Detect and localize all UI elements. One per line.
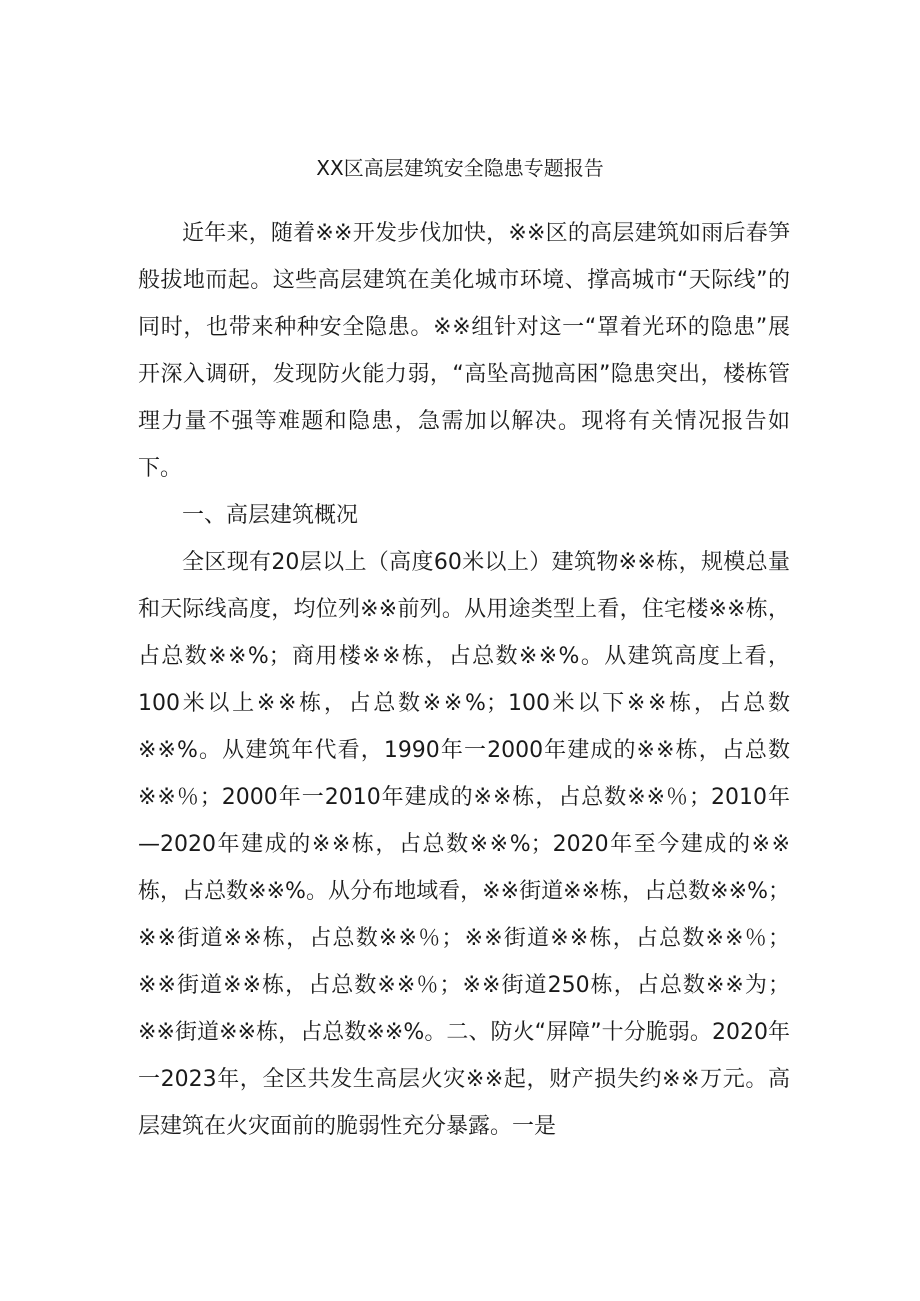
intro-paragraph: 近年来，随着※※开发步伐加快，※※区的高层建筑如雨后春笋般拔地而起。这些高层建筑在美化城市环境、撑高城市“天际线”的同时，也带来种种安全隐患。※※组针对这一“罩着光环的隐患”展开深入调研，发现防火能力弱，“高坠高抛高困”隐患突出，楼栋管理力量不强等难题和隐患，急需加以解决。现将有关情况报告如下。 [138,221,790,481]
document-body [138,210,790,1150]
document-title: XX区高层建筑安全隐患专题报告 [316,156,604,180]
overview-paragraph: 全区现有20层以上（高度60米以上）建筑物※※栋，规模总量和天际线高度，均位列※※前列。从用途类型上看，住宅楼※※栋，占总数※※%；商用楼※※栋，占总数※※%。从建筑高度上看，100米以上※※栋，占总数※※%；100米以下※※栋，占总数※※%。从建筑年代看，1990年一2000年建成的※※栋，占总数※※％；2000年一2010年建成的※※栋，占总数※※％；2010年—2020年建成的※※栋，占总数※※%；2020年至今建成的※※栋，占总数※※%。从分布地域看，※※街道※※栋，占总数※※%；※※街道※※栋，占总数※※％；※※街道※※栋，占总数※※％；※※街道※※栋，占总数※※％；※※街道250栋，占总数※※为；※※街道※※栋，占总数※※%。二、防火“屏障”十分脆弱。2020年一2023年，全区共发生高层火灾※※起，财产损失约※※万元。高层建筑在火灾面前的脆弱性充分暴露。一是 [138,550,790,1139]
section-heading-overview: 一、高层建筑概况 [182,503,359,528]
